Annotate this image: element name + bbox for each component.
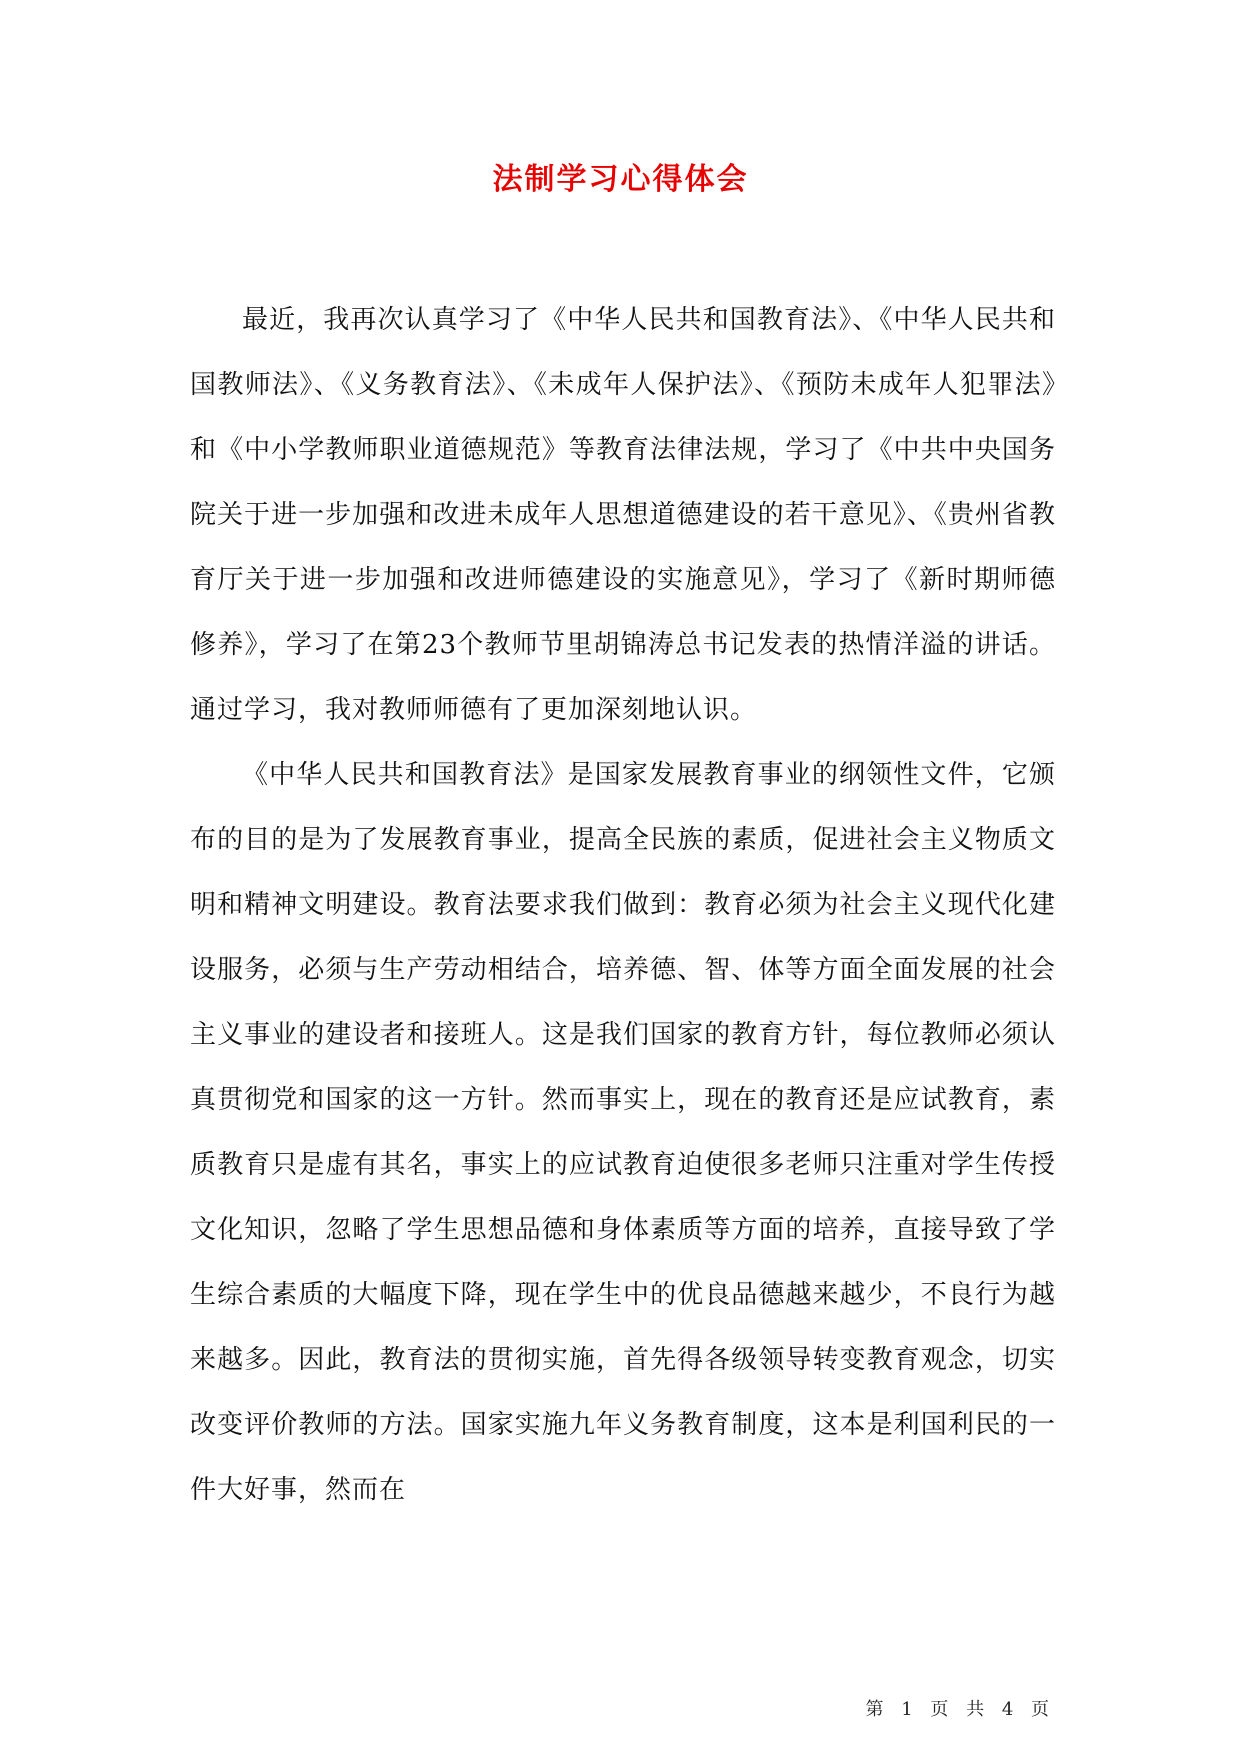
document-body	[190, 288, 1056, 1523]
paragraph-2: 《中华人民共和国教育法》是国家发展教育事业的纲领性文件，它颁布的目的是为了发展教育事业，提高全民族的素质，促进社会主义物质文明和精神文明建设。教育法要求我们做到：教育必须为社会主义现代化建设服务，必须与生产劳动相结合，培养德、智、体等方面全面发展的社会主义事业的建设者和接班人。这是我们国家的教育方针，每位教师必须认真贯彻党和国家的这一方针。然而事实上，现在的教育还是应试教育，素质教育只是虚有其名，事实上的应试教育迫使很多老师只注重对学生传授文化知识，忽略了学生思想品德和身体素质等方面的培养，直接导致了学生综合素质的大幅度下降，现在学生中的优良品德越来越少，不良行为越来越多。因此，教育法的贯彻实施，首先得各级领导转变教育观念，切实改变评价教师的方法。国家实施九年义务教育制度，这本是利国利民的一件大好事，然而在	[190, 760, 1056, 1505]
page-number-footer: 第 1 页 共 4 页	[865, 1699, 1055, 1720]
paragraph-1: 最近，我再次认真学习了《中华人民共和国教育法》、《中华人民共和国教师法》、《义务教育法》、《未成年人保护法》、《预防未成年人犯罪法》和《中小学教师职业道德规范》等教育法律法规，学习了《中共中央国务院关于进一步加强和改进未成年人思想道德建设的若干意见》、《贵州省教育厅关于进一步加强和改进师德建设的实施意见》，学习了《新时期师德修养》，学习了在第23个教师节里胡锦涛总书记发表的热情洋溢的讲话。通过学习，我对教师师德有了更加深刻地认识。	[190, 305, 1056, 725]
document-title: 法制学习心得体会	[492, 162, 749, 197]
